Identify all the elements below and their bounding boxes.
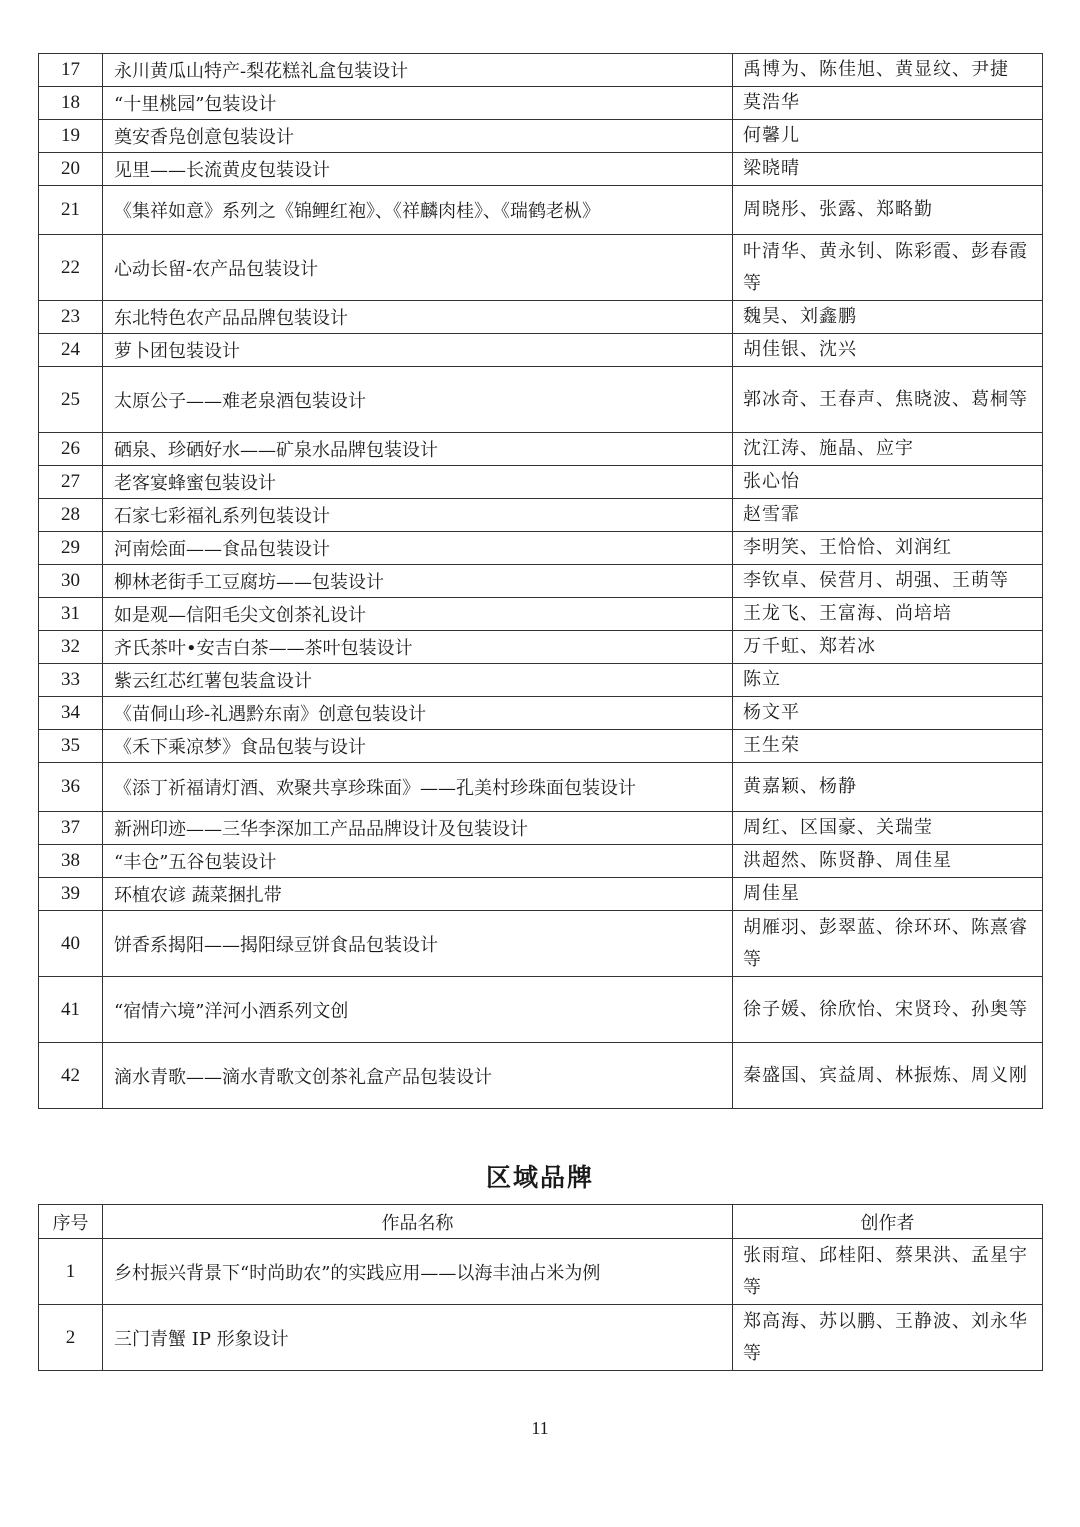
table-row — [39, 598, 1043, 631]
work-title: 见里——长流黄皮包装设计 — [103, 153, 733, 186]
row-number: 34 — [39, 697, 103, 730]
table-row — [39, 631, 1043, 664]
column-header-number: 序号 — [39, 1205, 103, 1239]
work-title: 《禾下乘凉梦》食品包装与设计 — [103, 730, 733, 763]
row-number: 23 — [39, 301, 103, 334]
table-row — [39, 763, 1043, 812]
row-number: 30 — [39, 565, 103, 598]
table-row — [39, 235, 1043, 301]
row-number: 42 — [39, 1043, 103, 1109]
column-header-title: 作品名称 — [103, 1205, 733, 1239]
table-header-row — [39, 1205, 1043, 1239]
regional-brand-table — [38, 1204, 1043, 1371]
table-row — [39, 334, 1043, 367]
work-authors: 赵雪霏 — [733, 499, 1043, 532]
work-title: 柳林老街手工豆腐坊——包装设计 — [103, 565, 733, 598]
row-number: 35 — [39, 730, 103, 763]
row-number: 33 — [39, 664, 103, 697]
work-authors: 禹博为、陈佳旭、黄显纹、尹捷 — [733, 54, 1043, 87]
work-title: 奠安香凫创意包装设计 — [103, 120, 733, 153]
table-row — [39, 466, 1043, 499]
work-title: 河南烩面——食品包装设计 — [103, 532, 733, 565]
work-title: 三门青蟹 IP 形象设计 — [103, 1305, 733, 1371]
table-row — [39, 730, 1043, 763]
work-authors: 何馨儿 — [733, 120, 1043, 153]
work-title: 东北特色农产品品牌包装设计 — [103, 301, 733, 334]
work-title: 新洲印迹——三华李深加工产品品牌设计及包装设计 — [103, 812, 733, 845]
work-authors: 张心怡 — [733, 466, 1043, 499]
table-row — [39, 878, 1043, 911]
row-number: 27 — [39, 466, 103, 499]
row-number: 18 — [39, 87, 103, 120]
table-row — [39, 87, 1043, 120]
row-number: 20 — [39, 153, 103, 186]
work-title: 饼香系揭阳——揭阳绿豆饼食品包装设计 — [103, 911, 733, 977]
work-authors: 王龙飞、王富海、尚培培 — [733, 598, 1043, 631]
work-authors: 周佳星 — [733, 878, 1043, 911]
work-authors: 洪超然、陈贤静、周佳星 — [733, 845, 1043, 878]
work-authors: 叶清华、黄永钊、陈彩霞、彭春霞等 — [733, 235, 1043, 301]
row-number: 31 — [39, 598, 103, 631]
work-title: “宿情六境”洋河小酒系列文创 — [103, 977, 733, 1043]
row-number: 36 — [39, 763, 103, 812]
row-number: 38 — [39, 845, 103, 878]
table-row — [39, 845, 1043, 878]
work-title: 《集祥如意》系列之《锦鲤红袍》、《祥麟肉桂》、《瑞鹤老枞》 — [103, 186, 733, 235]
work-authors: 王生荣 — [733, 730, 1043, 763]
table-row — [39, 367, 1043, 433]
row-number: 22 — [39, 235, 103, 301]
work-authors: 李明笑、王恰恰、刘润红 — [733, 532, 1043, 565]
works-table-continued — [38, 53, 1043, 1109]
work-title: 紫云红芯红薯包装盒设计 — [103, 664, 733, 697]
work-title: “丰仓”五谷包装设计 — [103, 845, 733, 878]
table-row — [39, 54, 1043, 87]
row-number: 21 — [39, 186, 103, 235]
work-authors: 郑高海、苏以鹏、王静波、刘永华等 — [733, 1305, 1043, 1371]
work-authors: 胡雁羽、彭翠蓝、徐环环、陈熹睿等 — [733, 911, 1043, 977]
row-number: 29 — [39, 532, 103, 565]
table-row — [39, 697, 1043, 730]
table-row — [39, 301, 1043, 334]
row-number: 41 — [39, 977, 103, 1043]
work-authors: 胡佳银、沈兴 — [733, 334, 1043, 367]
table-row — [39, 1239, 1043, 1305]
table-row — [39, 153, 1043, 186]
work-authors: 郭冰奇、王春声、焦晓波、葛桐等 — [733, 367, 1043, 433]
work-authors: 梁晓晴 — [733, 153, 1043, 186]
table-row — [39, 532, 1043, 565]
work-title: “十里桃园”包装设计 — [103, 87, 733, 120]
work-authors: 秦盛国、宾益周、林振炼、周义刚 — [733, 1043, 1043, 1109]
row-number: 17 — [39, 54, 103, 87]
work-authors: 万千虹、郑若冰 — [733, 631, 1043, 664]
work-title: 《添丁祈福请灯酒、欢聚共享珍珠面》——孔美村珍珠面包装设计 — [103, 763, 733, 812]
row-number: 40 — [39, 911, 103, 977]
work-authors: 周红、区国豪、关瑞莹 — [733, 812, 1043, 845]
work-authors: 杨文平 — [733, 697, 1043, 730]
work-title: 如是观—信阳毛尖文创茶礼设计 — [103, 598, 733, 631]
work-title: 滴水青歌——滴水青歌文创茶礼盒产品包装设计 — [103, 1043, 733, 1109]
row-number: 2 — [39, 1305, 103, 1371]
table-row — [39, 433, 1043, 466]
work-authors: 张雨瑄、邱桂阳、蔡果洪、孟星宇等 — [733, 1239, 1043, 1305]
section-title: 区域品牌 — [485, 1163, 594, 1192]
table-row — [39, 1043, 1043, 1109]
table-row — [39, 911, 1043, 977]
work-authors: 沈江涛、施晶、应宇 — [733, 433, 1043, 466]
work-title: 心动长留-农产品包装设计 — [103, 235, 733, 301]
row-number: 25 — [39, 367, 103, 433]
table-row — [39, 499, 1043, 532]
work-title: 永川黄瓜山特产-梨花糕礼盒包装设计 — [103, 54, 733, 87]
row-number: 1 — [39, 1239, 103, 1305]
row-number: 19 — [39, 120, 103, 153]
work-authors: 魏昊、刘鑫鹏 — [733, 301, 1043, 334]
table-row — [39, 977, 1043, 1043]
table-row — [39, 1305, 1043, 1371]
table-row — [39, 120, 1043, 153]
work-title: 硒泉、珍硒好水——矿泉水品牌包装设计 — [103, 433, 733, 466]
work-title: 齐氏茶叶•安吉白茶——茶叶包装设计 — [103, 631, 733, 664]
work-title: 萝卜团包装设计 — [103, 334, 733, 367]
column-header-authors: 创作者 — [733, 1205, 1043, 1239]
work-title: 太原公子——难老泉酒包装设计 — [103, 367, 733, 433]
work-title: 石家七彩福礼系列包装设计 — [103, 499, 733, 532]
page-number: 11 — [531, 1418, 549, 1438]
row-number: 37 — [39, 812, 103, 845]
work-title: 《苗侗山珍-礼遇黔东南》创意包装设计 — [103, 697, 733, 730]
row-number: 28 — [39, 499, 103, 532]
work-title: 乡村振兴背景下“时尚助农”的实践应用——以海丰油占米为例 — [103, 1239, 733, 1305]
work-title: 环植农谚 蔬菜捆扎带 — [103, 878, 733, 911]
work-authors: 李钦卓、侯营月、胡强、王萌等 — [733, 565, 1043, 598]
work-authors: 周晓彤、张露、郑略勤 — [733, 186, 1043, 235]
work-authors: 黄嘉颖、杨静 — [733, 763, 1043, 812]
table-row — [39, 186, 1043, 235]
table-row — [39, 664, 1043, 697]
work-title: 老客宴蜂蜜包装设计 — [103, 466, 733, 499]
work-authors: 莫浩华 — [733, 87, 1043, 120]
row-number: 24 — [39, 334, 103, 367]
row-number: 39 — [39, 878, 103, 911]
table-row — [39, 565, 1043, 598]
work-authors: 徐子媛、徐欣怡、宋贤玲、孙奥等 — [733, 977, 1043, 1043]
row-number: 26 — [39, 433, 103, 466]
work-authors: 陈立 — [733, 664, 1043, 697]
table-row — [39, 812, 1043, 845]
row-number: 32 — [39, 631, 103, 664]
